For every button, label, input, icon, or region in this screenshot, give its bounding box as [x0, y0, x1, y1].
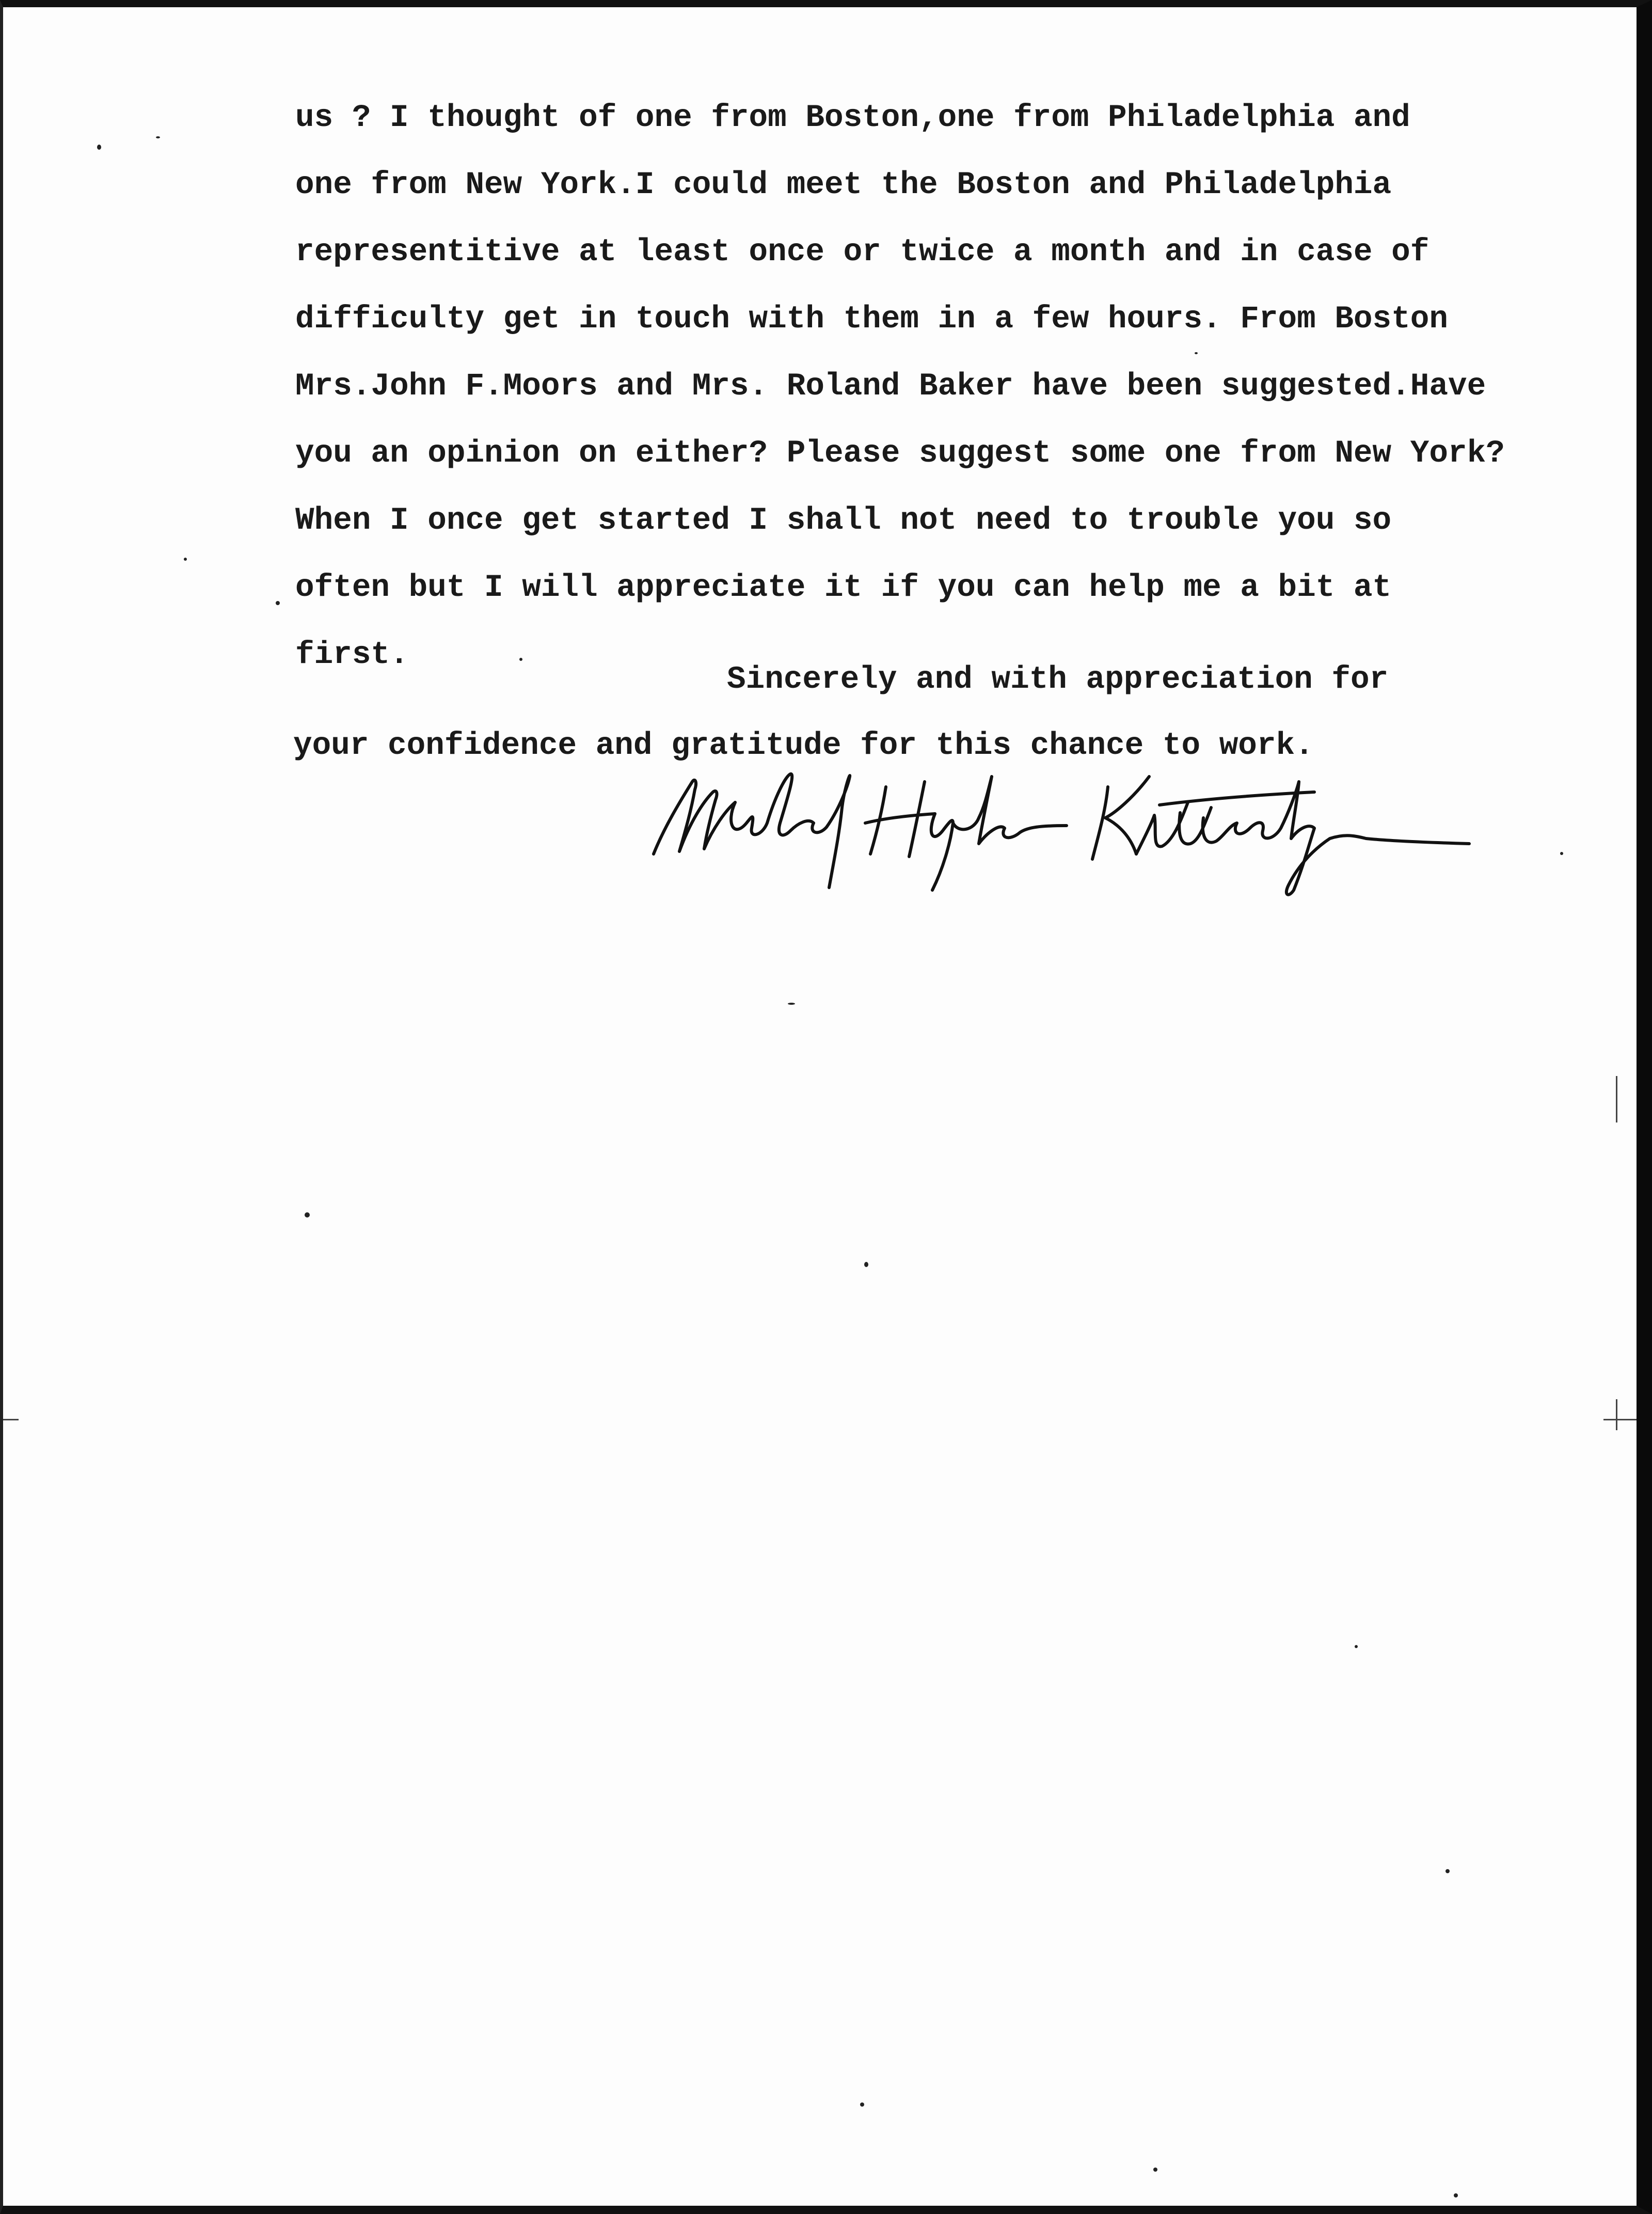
body-line-3: representitive at least once or twice a month and in case of [295, 234, 1429, 270]
body-line-2: one from New York.I could meet the Boston and Philadelphia [295, 167, 1392, 203]
scan-edge-mark [1603, 1419, 1640, 1420]
scan-speck [156, 136, 160, 138]
scan-speck [1355, 1645, 1358, 1648]
closing-line-1: Sincerely and with appreciation for [727, 662, 1389, 698]
body-line-1: us ? I thought of one from Boston,one from Philadelphia and [295, 100, 1410, 136]
scan-speck [1446, 1869, 1450, 1873]
body-line-5: Mrs.John F.Moors and Mrs. Roland Baker have been suggested.Have [295, 369, 1486, 404]
scan-speck [97, 145, 101, 150]
scan-edge-mark [3, 1419, 19, 1420]
letter-body [295, 85, 1534, 689]
scan-speck [1454, 2193, 1458, 2197]
scan-speck [1560, 852, 1563, 855]
scan-speck [788, 1003, 795, 1005]
handwritten-signature [643, 766, 1480, 900]
signature-drawing [643, 766, 1480, 900]
scan-speck [519, 658, 522, 661]
scan-speck [305, 1212, 310, 1217]
closing-line-2: your confidence and gratitude for this chance to work. [293, 728, 1314, 764]
scan-speck [860, 2102, 864, 2107]
body-line-9: first. [295, 637, 409, 673]
scan-edge-mark [1616, 1076, 1617, 1122]
scan-speck [864, 1262, 868, 1267]
body-line-4: difficulty get in touch with them in a few hours. From Boston [295, 302, 1448, 337]
body-line-7: When I once get started I shall not need to trouble you so [295, 503, 1392, 539]
scan-edge-mark [1616, 1399, 1617, 1430]
body-line-6: you an opinion on either? Please suggest some one from New York? [295, 436, 1505, 471]
scan-speck [276, 601, 280, 605]
scan-speck [1153, 2168, 1157, 2172]
body-line-8: often but I will appreciate it if you can help me a bit at [295, 570, 1392, 606]
scan-speck [1195, 352, 1198, 354]
scan-speck [184, 558, 187, 561]
